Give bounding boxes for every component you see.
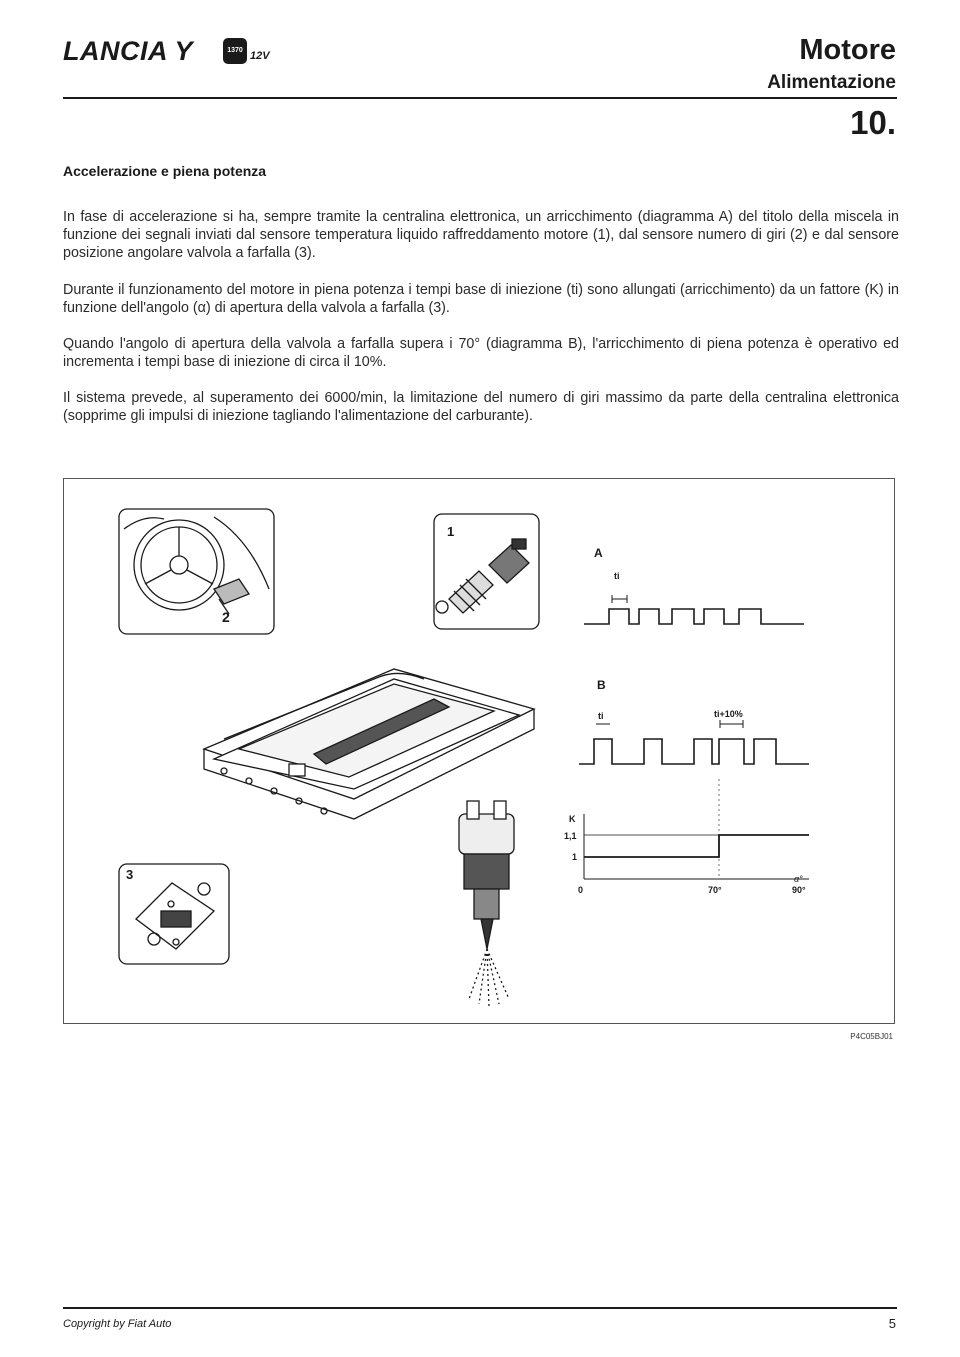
engine-badge-icon: 1370 xyxy=(223,38,247,64)
diagram-b xyxy=(579,720,809,764)
paragraph: Il sistema prevede, al superamento dei 6000/min, la limitazione del numero di giri massimo da parte della centralina elettronica (sopprime gli impulsi di iniezione tagliando l'alimentazione del carburante). xyxy=(63,390,899,424)
diagram-a-label: A xyxy=(594,546,603,560)
section-heading: Accelerazione e piena potenza xyxy=(63,163,267,179)
injector-illustration xyxy=(459,801,514,1007)
paragraph: Quando l'angolo di apertura della valvola a farfalla supera i 70° (diagramma B), l'arricchimento di piena potenza è operativo ed incrementa i tempi base di iniezione di circa il 10%. xyxy=(63,336,899,370)
ecu-illustration xyxy=(204,669,534,819)
diagram-b-label: B xyxy=(597,678,606,692)
figure-code: P4C05BJ01 xyxy=(850,1032,893,1041)
k-tick-low: 1 xyxy=(572,852,578,862)
callout-2: 2 xyxy=(222,609,230,625)
brand-title: LANCIA Y xyxy=(63,36,194,66)
k-axis-label: K xyxy=(569,814,576,824)
footer-divider xyxy=(63,1307,897,1309)
paragraph: Durante il funzionamento del motore in piena potenza i tempi base di iniezione (ti) sono allungati (arricchimento) da un fattore (K) in funzione dell'angolo (α) di apertura della valvola a farfalla (3). xyxy=(63,282,899,316)
x-tick-end: 90° xyxy=(792,885,806,895)
paragraph: In fase di accelerazione si ha, sempre tramite la centralina elettronica, un arricchimento (diagramma A) del titolo della miscela in funzione dei segnali inviati dal sensore temperatura liquido raffreddamento motore (1), dal sensore numero di giri (2) e dal sensore posizione angolare valvola a farfalla (3). xyxy=(63,209,899,261)
copyright-text: Copyright by Fiat Auto xyxy=(63,1318,172,1330)
diagram-b-ti-plus: ti+10% xyxy=(714,709,743,719)
callout-1: 1 xyxy=(447,524,455,539)
k-tick-high: 1,1 xyxy=(564,831,577,841)
x-tick-mid: 70° xyxy=(708,885,722,895)
chapter-number: 10. xyxy=(850,104,896,141)
alpha-axis-label: α° xyxy=(794,874,803,884)
voltage-label: 12V xyxy=(250,50,270,62)
callout-3: 3 xyxy=(126,867,134,882)
diagram-a-ti: ti xyxy=(614,571,620,581)
rpm-sensor-illustration xyxy=(119,509,274,634)
figure-drawing xyxy=(64,479,894,1023)
figure-frame xyxy=(63,478,895,1024)
diagram-b-ti: ti xyxy=(598,711,604,721)
header-divider xyxy=(63,97,897,99)
x-tick-origin: 0 xyxy=(578,885,584,895)
page-number: 5 xyxy=(888,1316,896,1331)
throttle-sensor-illustration xyxy=(119,864,229,964)
section-title: Motore xyxy=(799,34,896,66)
subsection-title: Alimentazione xyxy=(767,72,896,93)
diagram-a xyxy=(584,595,804,624)
k-alpha-graph xyxy=(584,779,809,879)
